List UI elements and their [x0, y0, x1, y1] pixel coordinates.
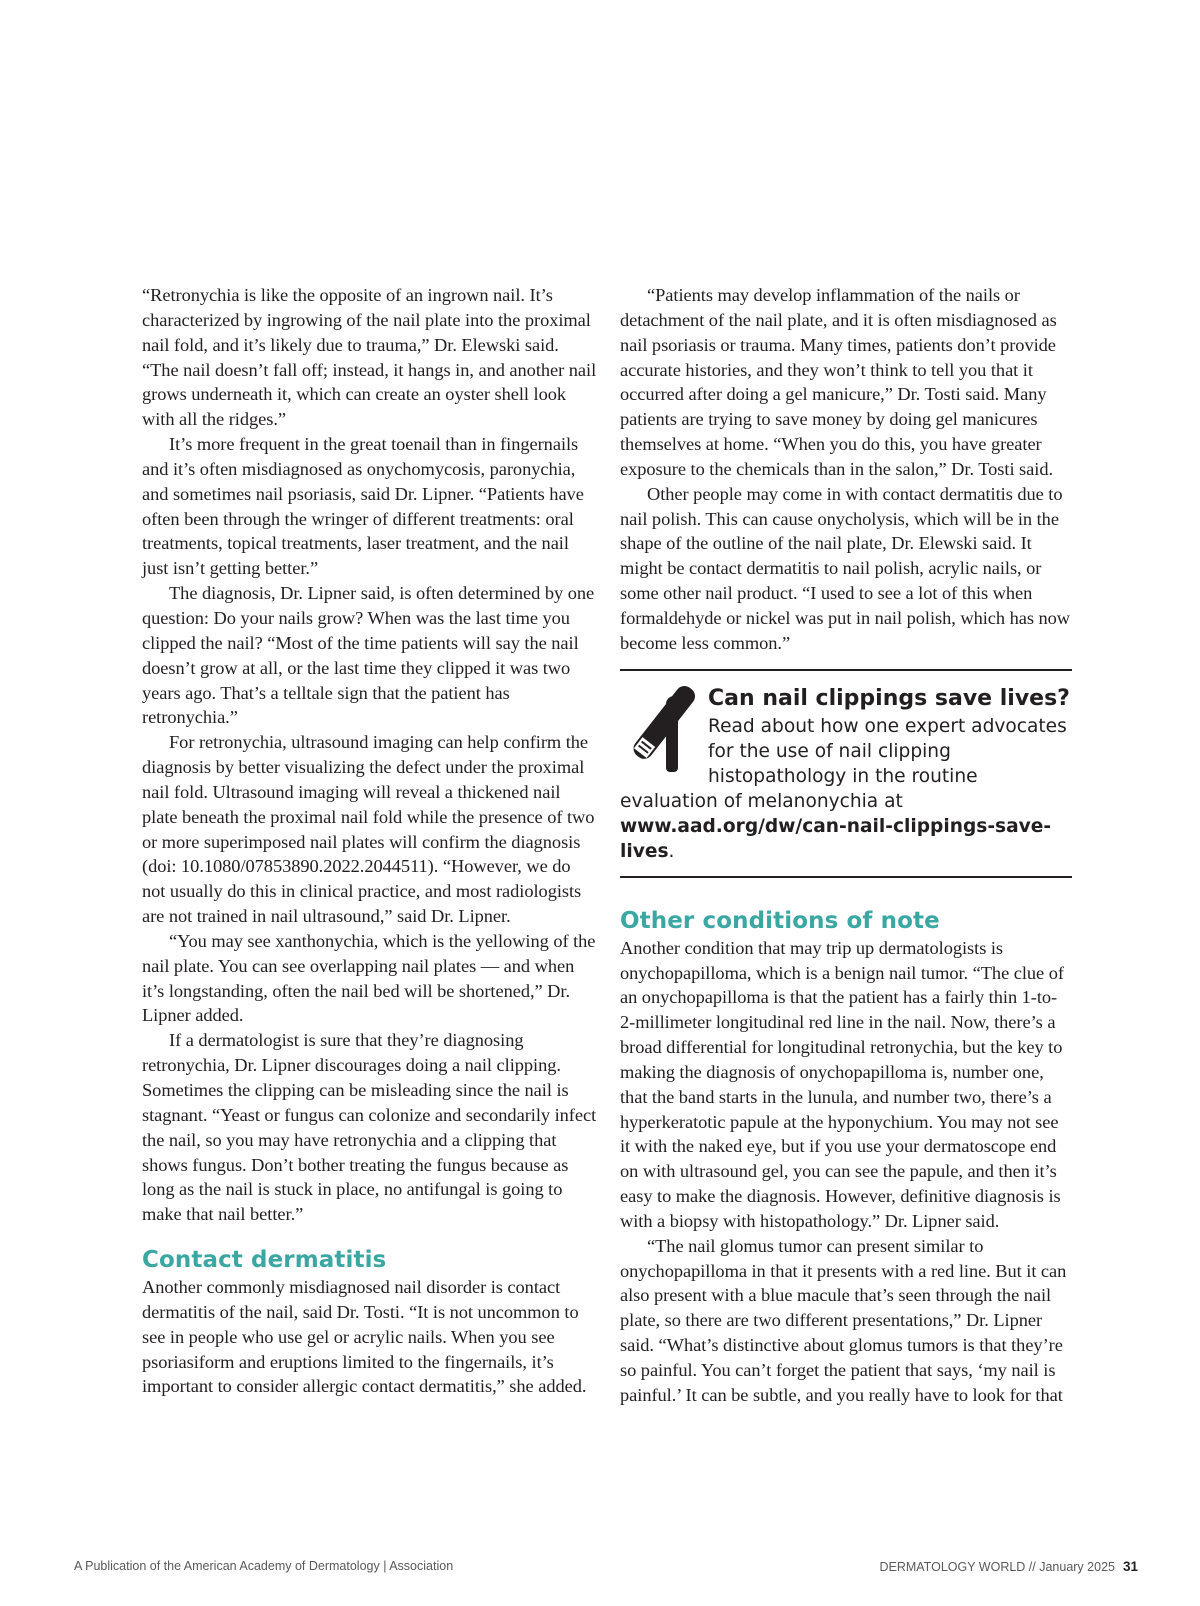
body-paragraph: “The nail glomus tumor can present similar to onychopapilloma in that it presents with a red line. But it can also present with a blue macule that’s seen through the nail plate, so there are two different presentations,” Dr. Lipner said. “What’s distinctive about glomus tumors is that they’re so painful. You can’t forget the patient that says, ‘my nail is painful.’ It can be subtle, and you really have to look for that	[620, 1235, 1067, 1405]
right-column	[620, 283, 1072, 1408]
body-paragraph: For retronychia, ultrasound imaging can help confirm the diagnosis by better visualizing the defect under the proximal nail fold. Ultrasound imaging will reveal a thickened nail plate beneath the proximal nail fold while the presence of two or more superimposed nail plates will confirm the diagnosis (doi: 10.1080/07853890.2022.2044511). “However, we do not usually do this in clinical practice, and most radiologists are not trained in nail ultrasound,” said Dr. Lipner.	[142, 732, 595, 927]
body-paragraph: If a dermatologist is sure that they’re diagnosing retronychia, Dr. Lipner discourages doing a nail clipping. Sometimes the clipping can be misleading since the nail is stagnant. “Yeast or fungus can colonize and secondarily infect the nail, so you may have retronychia and a clipping that shows fungus. Don’t bother treating the fungus because as long as the nail is stuck in place, no antifungal is going to make that nail better.”	[142, 1030, 597, 1225]
left-column	[142, 283, 598, 1399]
body-paragraph: “Retronychia is like the opposite of an ingrown nail. It’s characterized by ingrowing of the nail plate into the proximal nail fold, and it’s likely due to trauma,” Dr. Elewski said. “The nail doesn’t fall off; instead, it hangs in, and another nail grows underneath it, which can create an oyster shell look with all the ridges.”	[142, 285, 597, 430]
body-paragraph: “You may see xanthonychia, which is the yellowing of the nail plate. You can see overlapping nail plates — and when it’s longstanding, often the nail bed will be shortened,” Dr. Lipner added.	[142, 930, 596, 1026]
section-heading-contact-dermatitis: Contact dermatitis	[142, 1247, 387, 1274]
sidebar-callout	[620, 669, 1072, 878]
body-paragraph: It’s more frequent in the great toenail than in fingernails and it’s often misdiagnosed as onychomycosis, paronychia, and sometimes nail psoriasis, said Dr. Lipner. “Patients have often been through the wringer of different treatments: oral treatments, topical treatments, laser treatment, and the nail just isn’t getting better.”	[142, 434, 584, 579]
sidebar-title: Can nail clippings save lives?	[708, 685, 1070, 711]
body-paragraph: The diagnosis, Dr. Lipner said, is often determined by one question: Do your nails grow? When was the last time you clipped the nail? “Most of the time patients will say the nail doesn’t grow at all, or the last time they clipped it was two years ago. That’s a telltale sign that the patient has retronychia.”	[142, 583, 595, 728]
page-number: 31	[1122, 1559, 1138, 1574]
footer-magazine	[879, 1559, 1138, 1574]
body-paragraph: “Patients may develop inflammation of the nails or detachment of the nail plate, and it is often misdiagnosed as nail psoriasis or trauma. Many times, patients don’t provide accurate histories, and they won’t think to tell you that it occurred after doing a gel manicure,” Dr. Tosti said. Many patients are trying to save money by doing gel manicures themselves at home. “When you do this, you have greater exposure to the chemicals than in the salon,” Dr. Tosti said.	[620, 285, 1057, 479]
section-heading-other-conditions: Other conditions of note	[620, 907, 940, 934]
body-paragraph: Other people may come in with contact dermatitis due to nail polish. This can cause onycholysis, which will be in the shape of the outline of the nail plate, Dr. Elewski said. It might be contact dermatitis to nail polish, acrylic nails, or some other nail product. “I used to see a lot of this when formaldehyde or nickel was put in nail polish, which has now become less common.”	[620, 483, 1071, 653]
body-paragraph: Another commonly misdiagnosed nail disorder is contact dermatitis of the nail, said Dr. Tosti. “It is not uncommon to see in people who use gel or acrylic nails. When you see psoriasiform and eruptions limited to the fingernails, it’s important to consider allergic contact dermatitis,” she added.	[142, 1277, 587, 1397]
body-paragraph: Another condition that may trip up dermatologists is onychopapilloma, which is a benign nail tumor. “The clue of an onychopapilloma is that the patient has a fairly thin 1-to-2-millimeter longitudinal red line in the nail. Now, there’s a broad differential for longitudinal retronychia, but the key to making the diagnosis of onychopapilloma is, number one, that the band starts in the lunula, and number two, there’s a hyperkeratotic papule at the hyponychium. You may not see it with the naked eye, but if you use your dermatoscope end on with ultrasound gel, you can see the papule, and then it’s easy to make the diagnosis. However, definitive diagnosis is with a biopsy with histopathology.” Dr. Lipner said.	[620, 937, 1064, 1231]
sidebar-body-end: .	[668, 840, 675, 862]
nail-clipper-icon	[618, 686, 704, 774]
sidebar-body-text: Read about how one expert advocates for the use of nail clipping histopathology in the routine evaluation of melanonychia at	[620, 715, 1067, 812]
footer-publication: A Publication of the American Academy of Dermatology | Association	[74, 1559, 454, 1573]
sidebar-link[interactable]: www.aad.org/dw/can-nail-clippings-save-lives	[620, 815, 1052, 862]
footer-issue: DERMATOLOGY WORLD // January 2025	[879, 1560, 1115, 1574]
